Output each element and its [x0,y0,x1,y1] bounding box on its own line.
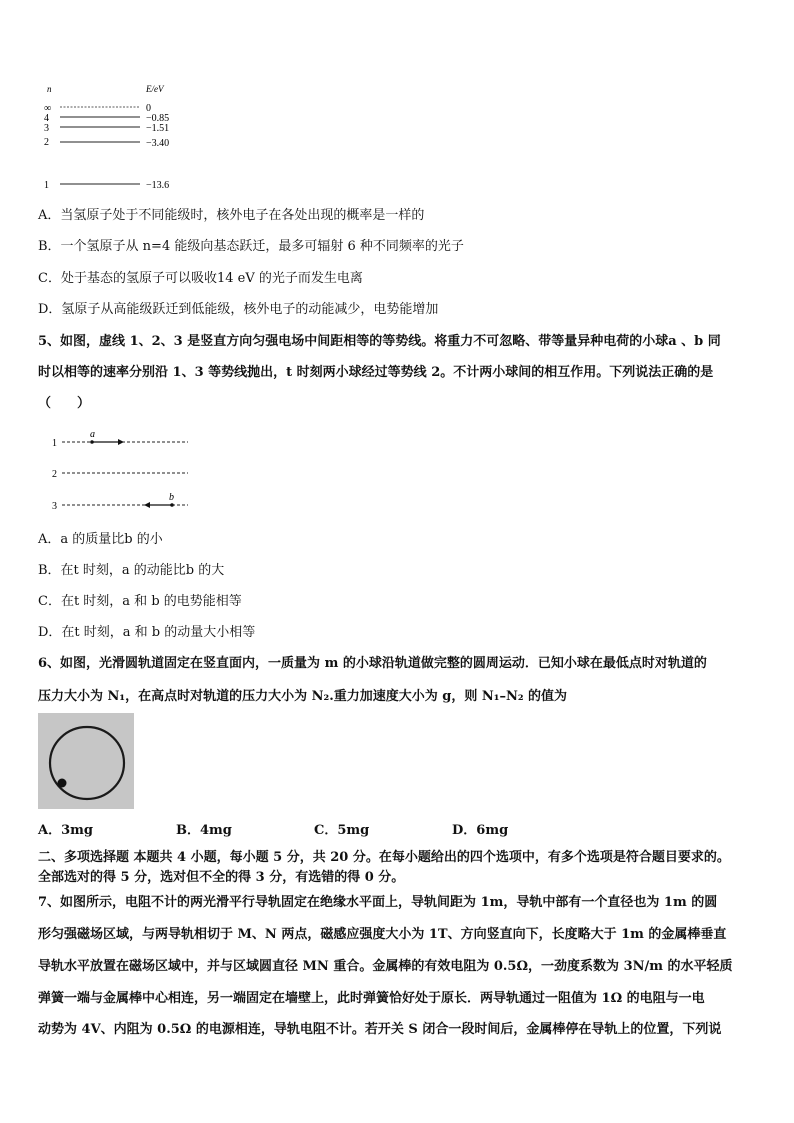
q6-stem-line-1: 6、如图，光滑圆轨道固定在竖直面内，一质量为 m 的小球沿轨道做完整的圆周运动．已知小球在最低点时对轨道的 [38,656,707,671]
equipotential-label-2: 2 [52,469,57,480]
level-n-4: 4 [44,113,49,124]
q5-option-a: A．a 的质量比b 的小 [38,532,163,547]
q4-option-b: B．一个氢原子从 n=4 能级向基态跃迁，最多可辐射 6 种不同频率的光子 [38,239,464,254]
q4-option-c: C．处于基态的氢原子可以吸收14 eV 的光子而发生电离 [38,271,363,286]
q5-option-d: D．在t 时刻，a 和 b 的动量大小相等 [38,625,256,640]
level-n-1: 1 [44,180,49,191]
charge-a-arrowhead [118,439,124,445]
q6-option-a: A．3mg [38,823,93,838]
section-2-header-line-2: 全部选对的得 5 分，选对但不全的得 3 分，有选错的得 0 分。 [38,870,405,885]
level-n-2: 2 [44,137,49,148]
level-e-4: −0.85 [146,113,170,124]
q5-stem-line-2: 时以相等的速率分别沿 1、3 等势线抛出，t 时刻两小球经过等势线 2。不计两小球间的相互作用。下列说法正确的是 [38,365,714,380]
q5-stem-line-1: 5、如图，虚线 1、2、3 是竖直方向匀强电场中间距相等的等势线。将重力不可忽略、带等量异种电荷的小球a 、b 同 [38,334,721,349]
equipotential-label-1: 1 [52,438,57,449]
q5-option-b: B．在t 时刻，a 的动能比b 的大 [38,563,225,578]
q7-stem-line-4: 弹簧一端与金属棒中心相连，另一端固定在墙壁上，此时弹簧恰好处于原长．两导轨通过一阻值为 1Ω 的电阻与一电 [38,991,705,1006]
circular-track-photo [38,713,134,809]
q4-option-d: D．氢原子从高能级跃迁到低能级，核外电子的动能减少，电势能增加 [38,302,439,317]
level-e-2: −3.40 [146,138,170,149]
level-e-1: −13.6 [146,180,170,191]
q7-stem-line-5: 动势为 4V、内阻为 0.5Ω 的电源相连，导轨电阻不计。若开关 S 闭合一段时间后，金属棒停在导轨上的位置，下列说 [38,1022,722,1037]
level-e-inf: 0 [146,103,151,114]
q7-stem-line-2: 形匀强磁场区域，与两导轨相切于 M、N 两点，磁感应强度大小为 1T、方向竖直向下，长度略大于 1m 的金属棒垂直 [38,927,727,942]
q5-stem-line-3: （ ） [38,396,91,411]
charge-a-label: a [90,429,95,440]
ball [58,779,67,788]
q7-stem-line-1: 7、如图所示，电阻不计的两光滑平行导轨固定在绝缘水平面上，导轨间距为 1m，导轨中部有一个直径也为 1m 的圆 [38,895,718,910]
level-n-3: 3 [44,123,49,134]
q7-stem-line-3: 导轨水平放置在磁场区域中，并与区域圆直径 MN 重合。金属棒的有效电阻为 0.5Ω，一劲度系数为 3N/m 的水平轻质 [38,959,733,974]
q6-stem-line-2: 压力大小为 N₁，在高点时对轨道的压力大小为 N₂.重力加速度大小为 g，则 N₁–N₂ 的值为 [38,689,568,704]
charge-b-label: b [169,492,174,503]
q6-option-b: B．4mg [176,823,232,838]
q4-option-a: A．当氢原子处于不同能级时，核外电子在各处出现的概率是一样的 [38,208,425,223]
q5-option-c: C．在t 时刻，a 和 b 的电势能相等 [38,594,242,609]
equipotential-diagram [50,428,200,518]
energy-axis-label: E/eV [146,84,164,94]
level-e-3: −1.51 [146,123,170,134]
q6-option-d: D．6mg [452,823,509,838]
level-n-inf: ∞ [44,103,52,114]
n-axis-label: n [47,84,52,94]
energy-level-diagram [40,82,200,194]
circular-track-figure [38,713,134,809]
section-2-header-line-1: 二、多项选择题 本题共 4 小题，每小题 5 分，共 20 分。在每小题给出的四个选项中，有多个选项是符合题目要求的。 [38,850,730,865]
q6-option-c: C．5mg [314,823,370,838]
charge-b-arrowhead [144,502,150,508]
equipotential-label-3: 3 [52,501,57,512]
